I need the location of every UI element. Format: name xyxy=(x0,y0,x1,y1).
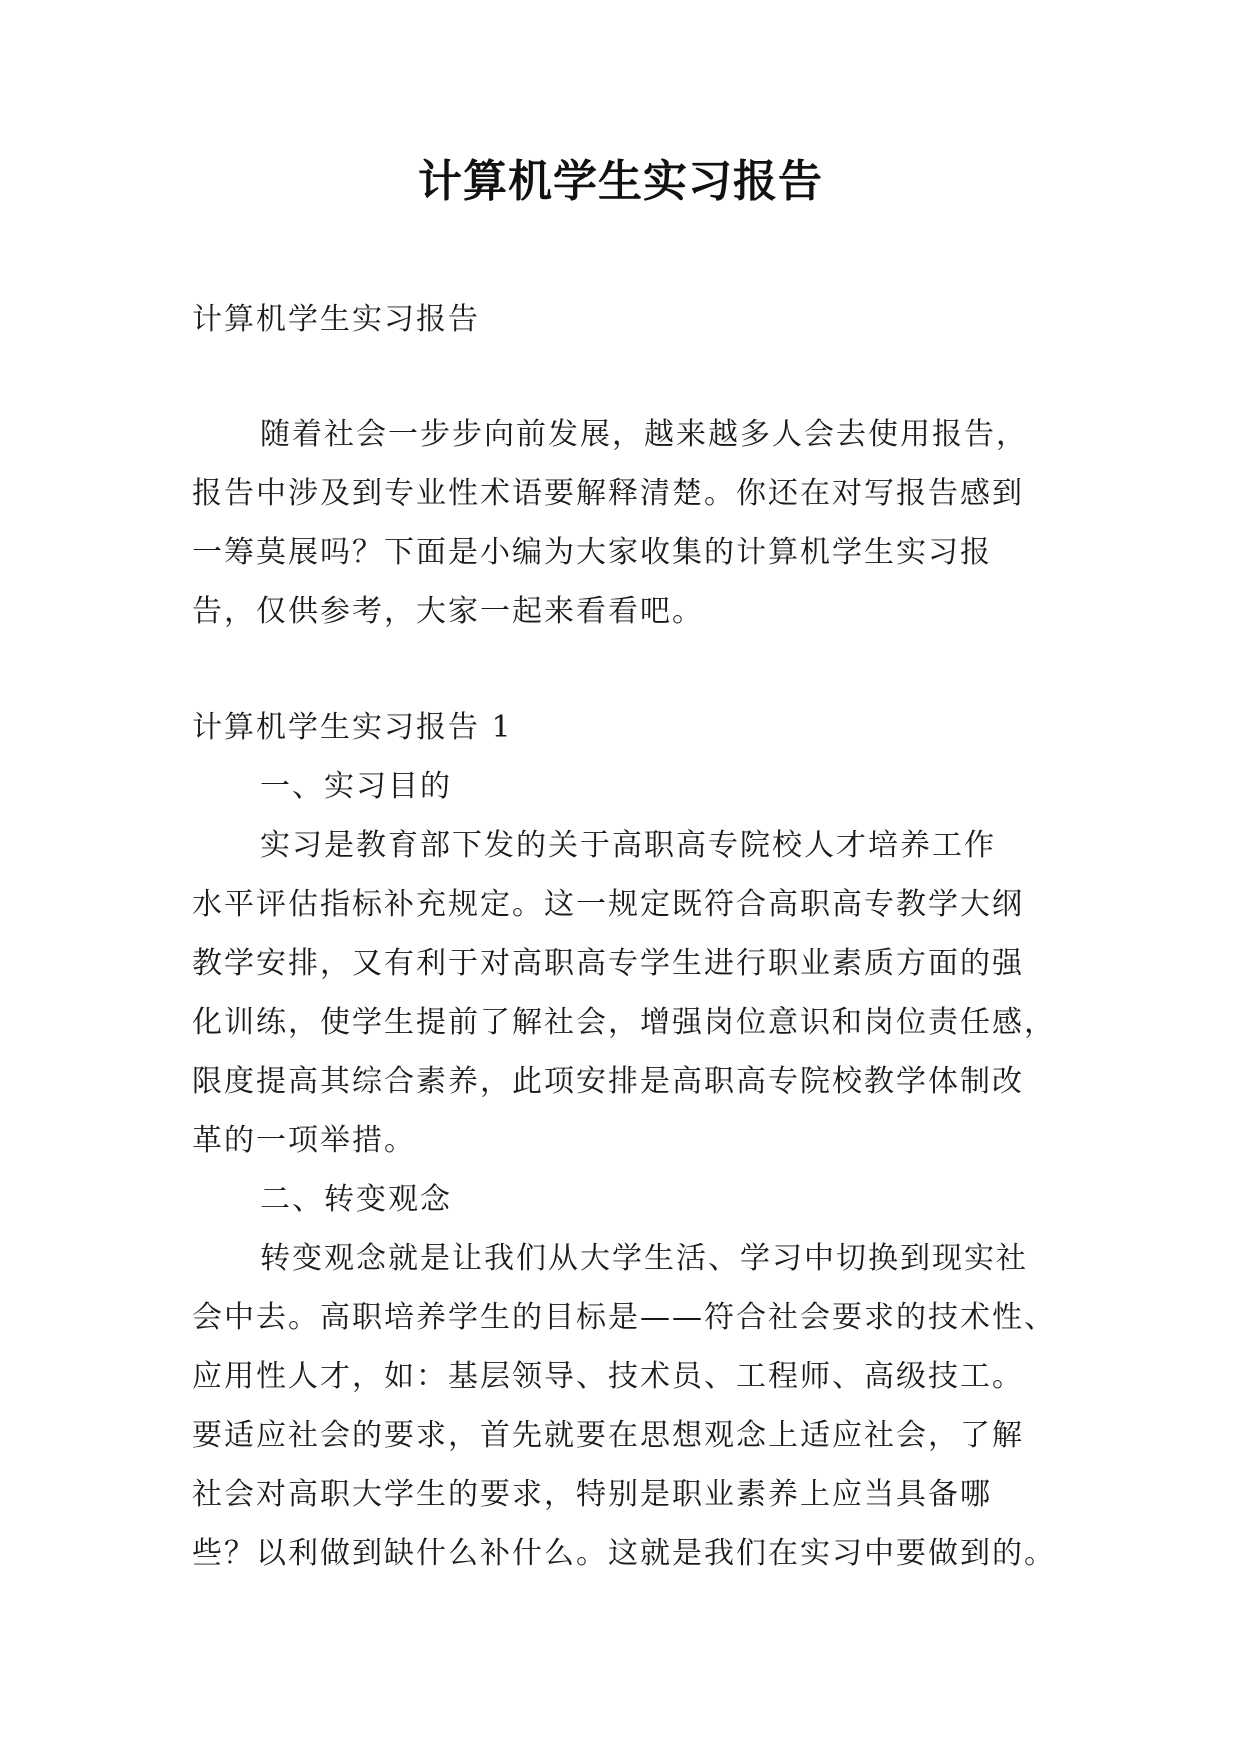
paragraph-line: 要适应社会的要求，首先就要在思想观念上适应社会，了解 xyxy=(192,1418,1024,1453)
section-1 xyxy=(192,698,1062,1583)
paragraph-line: 化训练，使学生提前了解社会，增强岗位意识和岗位责任感， xyxy=(192,1005,1056,1040)
intro-paragraph xyxy=(192,405,1062,641)
section-heading-purpose: 一、实习目的 xyxy=(260,769,452,804)
document-title: 计算机学生实习报告 xyxy=(418,156,823,207)
section-heading-mindset: 二、转变观念 xyxy=(260,1182,452,1217)
paragraph-line: 限度提高其综合素养，此项安排是高职高专院校教学体制改 xyxy=(192,1064,1024,1099)
paragraph-line: 实习是教育部下发的关于高职高专院校人才培养工作 xyxy=(260,828,996,863)
paragraph-line: 社会对高职大学生的要求，特别是职业素养上应当具备哪 xyxy=(192,1477,992,1512)
intro-line: 告，仅供参考，大家一起来看看吧。 xyxy=(192,594,704,629)
intro-line: 一筹莫展吗？下面是小编为大家收集的计算机学生实习报 xyxy=(192,535,992,570)
section-title: 计算机学生实习报告 1 xyxy=(192,710,513,745)
paragraph-line: 转变观念就是让我们从大学生活、学习中切换到现实社 xyxy=(260,1241,1028,1276)
paragraph-line: 教学安排，又有利于对高职高专学生进行职业素质方面的强 xyxy=(192,946,1024,981)
paragraph-line: 应用性人才，如：基层领导、技术员、工程师、高级技工。 xyxy=(192,1359,1024,1394)
intro-line: 报告中涉及到专业性术语要解释清楚。你还在对写报告感到 xyxy=(192,476,1024,511)
paragraph-line: 些？以利做到缺什么补什么。这就是我们在实习中要做到的。 xyxy=(192,1536,1056,1571)
intro-line: 随着社会一步步向前发展，越来越多人会去使用报告， xyxy=(260,417,1028,452)
paragraph-line: 革的一项举措。 xyxy=(192,1123,416,1158)
document-subtitle: 计算机学生实习报告 xyxy=(192,302,480,337)
paragraph-line: 水平评估指标补充规定。这一规定既符合高职高专教学大纲 xyxy=(192,887,1024,922)
paragraph-line: 会中去。高职培养学生的目标是——符合社会要求的技术性、 xyxy=(192,1300,1056,1335)
